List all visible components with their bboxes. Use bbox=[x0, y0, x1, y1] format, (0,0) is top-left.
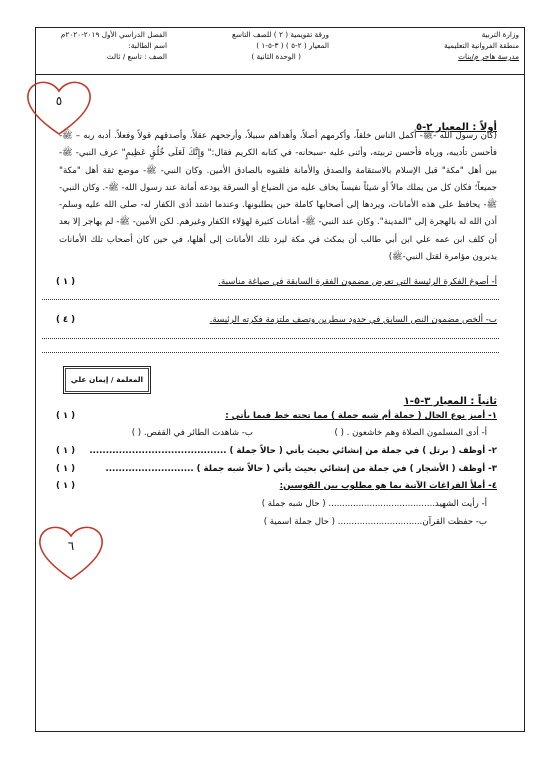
answer-line[interactable] bbox=[42, 299, 499, 300]
s2-question-2-mark: ( ١ ) bbox=[56, 446, 76, 456]
passage-text: (كان رسول الله -ﷺ- أكمل الناس خلقاً، وأكرمهم أصلاً، وأهداهم سبيلاً، وأرجحهم عقلاً، وأصدقهم قولاً وفعلاً. أدبه ربه – ﷺ- فأحسن تأديبه، ورباه فأحسن تربيته، وأثنى عليه -سبحانه- في كتابه الكريم فقال:" وَإِنَّكَ لَعَلَى خُلُقٍ عَظِيمٍ" عرف النبي- ﷺ- بين أهل "مكة" قبل الإسلام بالاستقامة والصدق والأمانة فلقبوه بالصادق الأمين. وكان النبي- ﷺ- موضع ثقة أهل "مكة" جميعاً؛ فكان كل من يملك مالاً أو شيئاً نفيساً يخاف عليه من الضياع أو السرقة يودعه أمانة عند رسول الله- ﷺ-. وكان النبي- ﷺ- يحافظ على هذه الأمانات، ويردها إلى أصحابها كاملة حين يطلبونها. وعندما اشتد أذى الكفار له- صلى الله عليه وسلم- أذن الله له بالهجرة إلى "المدينة". وكان عند النبي- ﷺ- أمانات كثيرة لهؤلاء الكفار وغيرهم. لكن الأمين- ﷺ- لم يهاجر إلا بعد أن كلف ابن عمه علي ابن أبي طالب أن يمكث في مكة ليرد تلك الأمانات إلى أهلها، في حين كان أصحاب تلك الأمانات يدبرون مؤامرة لقتل النبي-ﷺ) bbox=[59, 131, 497, 263]
s2-question-1a: أ- أدى المسلمون الصلاة وهم خاشعون . ( ) bbox=[334, 428, 487, 438]
answer-line[interactable] bbox=[42, 338, 499, 339]
s2-question-4b: ب- حفظت القرآن............................... ( حال جملة اسمية ) bbox=[263, 517, 487, 527]
section2-title: ثانياً : المعيار ٣-٥-١ bbox=[403, 396, 497, 407]
teacher-name: المعلمة / إيمان علي bbox=[70, 375, 144, 384]
score-heart-bottom bbox=[35, 522, 107, 582]
s2-question-3: ٣- أوظف ( الأشجار ) في جملة من إنشائي بحيث يأتي ( حالاً شبه جملة ) ........................... bbox=[105, 464, 497, 474]
s2-question-2: ٢- أوظف ( برتل ) في جملة من إنشائي بحيث يأتي ( حالاً جملة ) .......................................... bbox=[89, 446, 497, 456]
s2-question-4: ٤- أملأ الفراغات الآتية بما هو مطلوب بين القوسين: bbox=[279, 481, 497, 491]
student-name-label: اسم الطالبة: bbox=[128, 41, 167, 50]
header-box bbox=[35, 27, 525, 75]
s2-question-1: ١- أميز نوع الحال ( جملة أم شبه جملة ) مما تحته خط فيما يأتي : bbox=[225, 411, 497, 421]
s2-question-3-mark: ( ١ ) bbox=[56, 464, 76, 474]
class-label: الصف : تاسع / ثالث bbox=[106, 52, 167, 61]
s2-question-4a: أ- رأيت الشهيد....................................... ( حال شبه جملة ) bbox=[261, 499, 487, 509]
s2-question-1-mark: ( ١ ) bbox=[56, 411, 76, 421]
standard-label: المعيار ( ٢-٥ ) ( ٣-٥-١ ) bbox=[256, 41, 329, 50]
header-left bbox=[61, 29, 167, 62]
header-middle bbox=[232, 29, 329, 62]
score-top-value: ٥ bbox=[55, 94, 63, 108]
s1-question-b-mark: ( ٤ ) bbox=[56, 315, 76, 325]
section1-title: أولاً : المعيار ٢-٥ bbox=[415, 122, 497, 133]
school-label: مدرسة هاجر م/بنات bbox=[458, 52, 519, 61]
s2-question-4-mark: ( ١ ) bbox=[56, 481, 76, 491]
s1-question-a: أ- أصوغ الفكرة الرئيسة التي تعرض مضمون الفقرة السابقة في صياغة مناسبة. bbox=[218, 277, 497, 287]
header-right bbox=[444, 29, 519, 62]
teacher-box bbox=[63, 366, 151, 394]
region-label: منطقة الفروانية التعليمية bbox=[444, 41, 519, 50]
s1-question-a-mark: ( ١ ) bbox=[56, 277, 76, 287]
unit-label: ( الوحدة الثانية ) bbox=[251, 52, 301, 61]
worksheet-label: ورقة تقويمية ( ٢ ) للصف التاسع bbox=[231, 30, 329, 39]
answer-line[interactable] bbox=[42, 352, 499, 353]
score-bottom-value: ٦ bbox=[67, 539, 75, 553]
s2-question-1b: ب- شاهدت الطائر في القفص. ( ) bbox=[131, 428, 253, 438]
ministry-label: وزارة التربية bbox=[481, 30, 519, 39]
s1-question-b: ب- ألخص مضمون النص السابق في حدود سطرين وتصف ملتزمة فكرته الرئيسة. bbox=[209, 315, 497, 325]
term-label: الفصل الدراسي الأول ٢٠١٩-٢٠٢٠م bbox=[60, 30, 167, 39]
